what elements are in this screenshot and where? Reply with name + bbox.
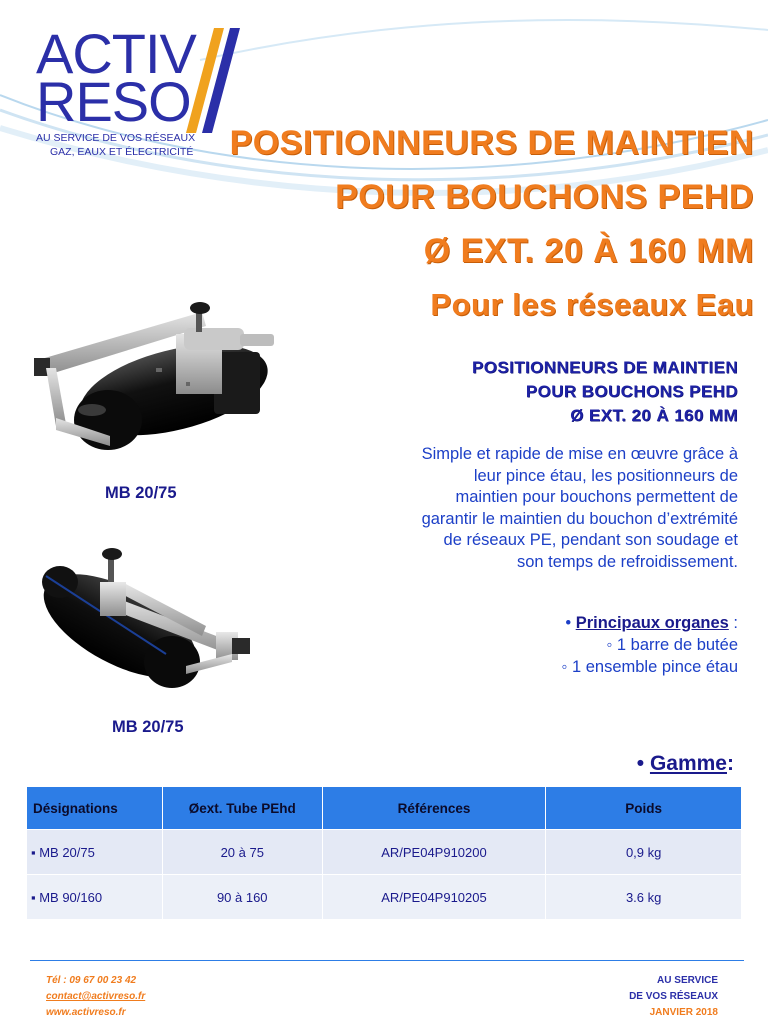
logo-tagline-2: GAZ, EAUX ET ÉLECTRICITÉ: [50, 146, 194, 158]
description-line-5: de réseaux PE, pendant son soudage et: [443, 531, 738, 549]
main-title-line-1: POSITIONNEURS DE MAINTIEN: [229, 124, 754, 162]
subtitle-line-2: POUR BOUCHONS PEHD: [525, 382, 738, 401]
logo-word-reso: RESO: [36, 70, 191, 133]
section-subtitle: [472, 356, 738, 428]
footer-contact: [46, 973, 145, 1021]
table-row: [27, 830, 742, 875]
footer-phone: Tél : 09 67 00 23 42: [46, 975, 137, 986]
header-designations: Désignations: [27, 787, 163, 830]
description-line-1: Simple et rapide de mise en œuvre grâce à: [421, 445, 738, 463]
footer-slogan-line-2: DE VOS RÉSEAUX: [629, 991, 718, 1002]
cell-designation: ▪ MB 90/160: [27, 875, 163, 920]
cell-weight: 0,9 kg: [546, 830, 742, 875]
components-heading: [562, 612, 738, 634]
main-title: [230, 116, 754, 332]
table-row: [27, 875, 742, 920]
description-line-4: garantir le maintien du bouchon d’extrémité: [421, 509, 738, 528]
subtitle-line-1: POSITIONNEURS DE MAINTIEN: [472, 358, 738, 377]
logo-word-activ: ACTIV: [36, 22, 196, 85]
table-header-row: [27, 787, 742, 830]
description-line-2: leur pince étau, les positionneurs de: [473, 466, 738, 485]
description-line-3: maintien pour bouchons permettent de: [455, 488, 738, 506]
range-heading: [637, 752, 734, 776]
cell-reference: AR/PE04P910200: [322, 830, 546, 875]
cell-weight: 3.6 kg: [546, 875, 742, 920]
product-caption-2: MB 20/75: [112, 718, 184, 736]
component-item-1: ◦ 1 barre de butée: [606, 636, 738, 654]
positioner-photo-1: [26, 298, 280, 466]
components-heading-label: Principaux organes: [575, 614, 729, 632]
footer-divider: [30, 960, 744, 961]
main-title-line-3: Ø EXT. 20 À 160 MM: [423, 232, 754, 270]
footer-date: JANVIER 2018: [649, 1007, 718, 1018]
footer-slogan: [629, 973, 718, 1021]
range-colon: :: [727, 752, 734, 775]
component-item-2: ◦ 1 ensemble pince étau: [561, 658, 738, 676]
cell-designation: ▪ MB 20/75: [27, 830, 163, 875]
range-heading-label: Gamme: [649, 752, 727, 775]
activreso-logo: [36, 22, 246, 166]
footer-slogan-line-1: AU SERVICE: [657, 975, 718, 986]
cell-tube-diameter: 90 à 160: [162, 875, 322, 920]
cell-tube-diameter: 20 à 75: [162, 830, 322, 875]
header-tube-diameter: Øext. Tube PEhd: [162, 787, 322, 830]
range-bullet: •: [636, 752, 650, 775]
footer-email-link[interactable]: contact@activreso.fr: [46, 991, 146, 1002]
components-bullet: •: [565, 614, 572, 632]
footer-website-link[interactable]: www.activreso.fr: [46, 1007, 126, 1018]
subtitle-line-3: Ø EXT. 20 À 160 MM: [570, 406, 738, 425]
range-table: [26, 786, 742, 920]
logo-tagline-1: AU SERVICE DE VOS RÉSEAUX: [36, 132, 196, 144]
product-description: [338, 444, 738, 573]
positioner-photo-2: [36, 542, 260, 712]
main-title-line-2: POUR BOUCHONS PEHD: [335, 178, 754, 216]
header-weight: Poids: [546, 787, 742, 830]
main-title-line-4: Pour les réseaux Eau: [430, 287, 754, 322]
components-colon: :: [728, 614, 738, 632]
cell-reference: AR/PE04P910205: [322, 875, 546, 920]
header-references: Références: [322, 787, 546, 830]
product-caption-1: MB 20/75: [105, 484, 177, 502]
description-line-6: son temps de refroidissement.: [516, 552, 738, 571]
main-components: [562, 612, 738, 678]
